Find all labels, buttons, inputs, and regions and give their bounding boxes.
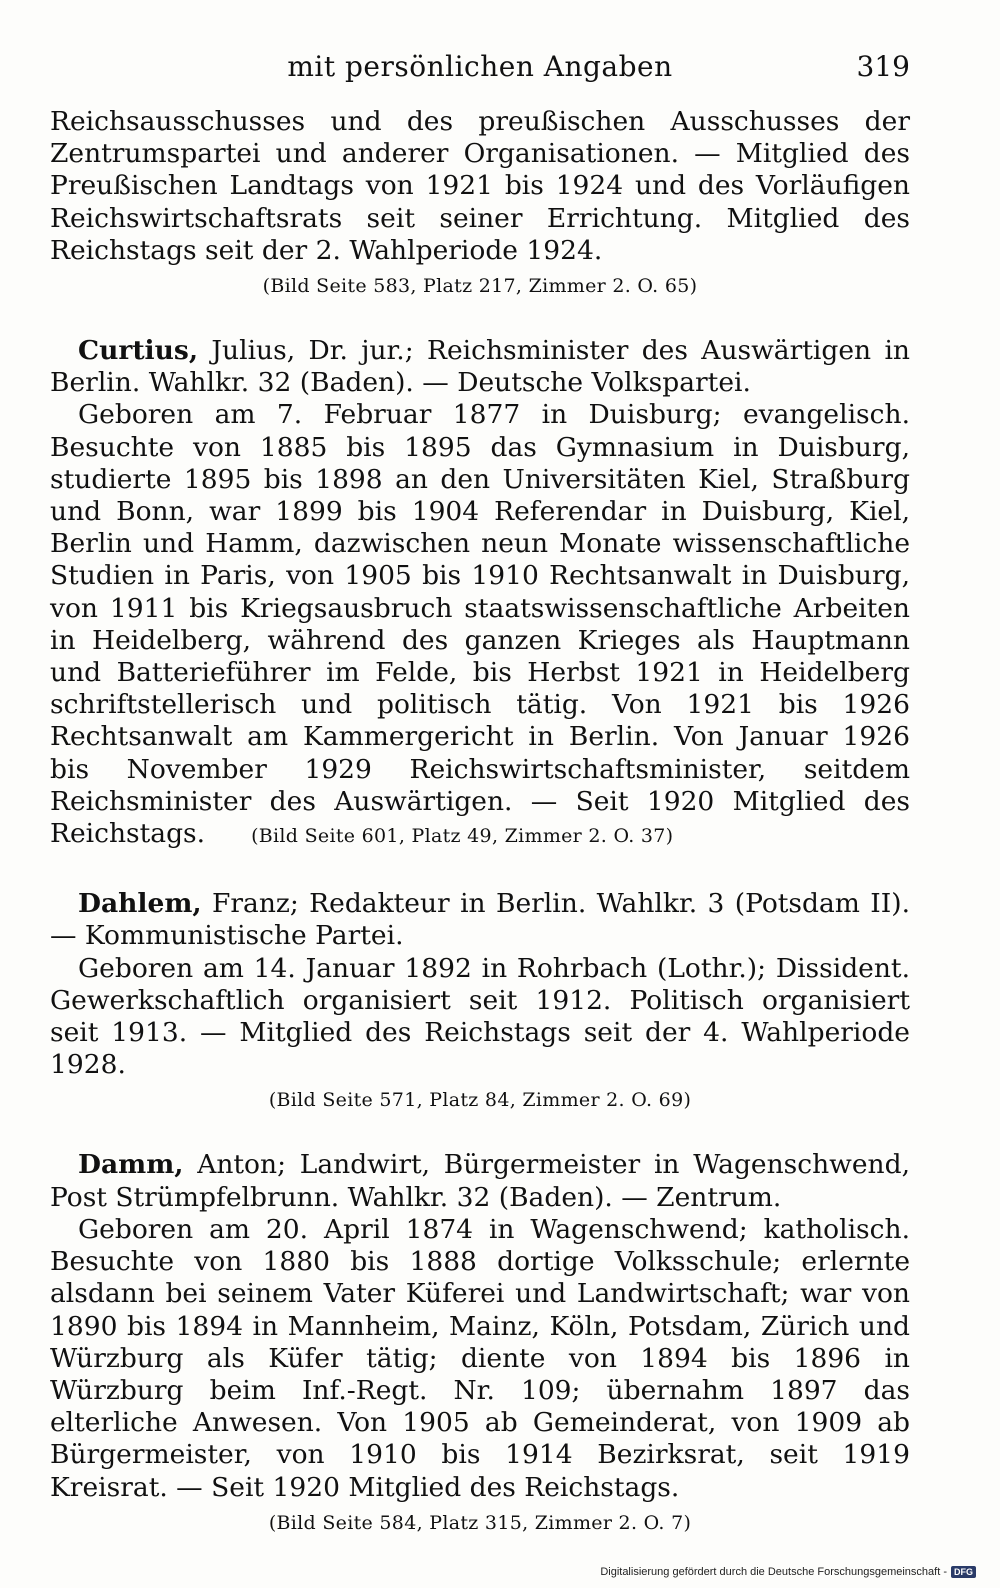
picture-reference: (Bild Seite 584, Platz 315, Zimmer 2. O. 7) (268, 1511, 692, 1534)
running-head (50, 44, 910, 92)
entry-continuation (50, 106, 910, 299)
document-page (50, 44, 910, 1536)
biography-text: Geboren am 20. April 1874 in Wagenschwend; katholisch. Besuchte von 1880 bis 1888 dortige Volksschule; erlernte alsdann bei seinem Vater Küferei und Landwirtschaft; war von 1890 bis 1894 in Mannheim, Mainz, Köln, Potsdam, Zürich und Würzburg als Küfer tätig; diente von 1894 bis 1896 in Würzburg beim Inf.-Regt. Nr. 109; übernahm 1897 das elterliche Anwesen. Von 1905 ab Gemeinderat, von 1909 ab Bürgermeister, von 1910 bis 1914 Bezirksrat, seit 1919 Kreisrat. — Seit 1920 Mitglied des Reichstags. (50, 1213, 910, 1503)
picture-reference: (Bild Seite 571, Platz 84, Zimmer 2. O. 69) (268, 1089, 692, 1112)
digitization-footer (600, 1566, 976, 1578)
biography-text: Geboren am 14. Januar 1892 in Rohrbach (Lothr.); Dissident. Gewerkschaftlich organisiert seit 1912. Politisch organisiert seit 1913. — Mitglied des Reichstags seit der 4. Wahlperiode 1928. (50, 952, 910, 1081)
picture-reference: (Bild Seite 583, Platz 217, Zimmer 2. O. 65) (262, 275, 698, 298)
member-intro: Julius, Dr. jur.; Reichsminister des Auswärtigen in Berlin. Wahlkr. 32 (Baden). — Deutsche Volkspartei. (50, 335, 910, 399)
footer-text: Digitalisierung gefördert durch die Deutsche Forschungsgemeinschaft - (600, 1566, 947, 1578)
member-name: Curtius, (78, 335, 199, 367)
member-intro: Franz; Redakteur in Berlin. Wahlkr. 3 (Potsdam II). — Kommunistische Partei. (50, 888, 910, 952)
continuation-text: Reichsausschusses und des preußischen Ausschusses der Zentrumspartei und anderer Organisationen. — Mitglied des Preußischen Landtags von 1921 bis 1924 und des Vorläufigen Reichswirtschaftsrats seit seiner Errichtung. Mitglied des Reichstags seit der 2. Wahlperiode 1924. (50, 106, 910, 266)
picture-reference: (Bild Seite 601, Platz 49, Zimmer 2. O. 37) (251, 825, 674, 848)
entry-heading (50, 335, 910, 399)
entry-heading (50, 1149, 910, 1213)
running-title: mit persönlichen Angaben (287, 50, 673, 83)
member-name: Damm, (78, 1149, 184, 1181)
dfg-logo: DFG (951, 1566, 976, 1578)
biography-text: Geboren am 7. Februar 1877 in Duisburg; evangelisch. Besuchte von 1885 bis 1895 das Gymnasium in Duisburg, studierte 1895 bis 1898 an den Universitäten Kiel, Straßburg und Bonn, war 1899 bis 1904 Referendar in Duisburg, Kiel, Berlin und Hamm, dazwischen neun Monate wissenschaftliche Studien in Paris, von 1905 bis 1910 Rechtsanwalt in Duisburg, von 1911 bis Kriegsausbruch staatswissenschaftliche Arbeiten in Heidelberg, während des ganzen Krieges als Hauptmann und Batterieführer im Felde, bis Herbst 1921 in Heidelberg schriftstellerisch und politisch tätig. Von 1921 bis 1926 Rechtsanwalt am Kammergericht in Berlin. Von Januar 1926 bis November 1929 Reichswirtschaftsminister, seitdem Reichsminister des Auswärtigen. — Seit 1920 Mitglied des Reichstags. (50, 399, 910, 850)
member-intro: Anton; Landwirt, Bürgermeister in Wagenschwend, Post Strümpfelbrunn. Wahlkr. 32 (Baden). — Zentrum. (50, 1149, 910, 1213)
member-name: Dahlem, (78, 888, 202, 920)
entry-dahlem (50, 888, 910, 1113)
entry-curtius (50, 335, 910, 852)
entry-biography (50, 399, 910, 852)
entry-damm (50, 1149, 910, 1535)
page-number: 319 (856, 50, 910, 83)
entry-heading (50, 888, 910, 952)
